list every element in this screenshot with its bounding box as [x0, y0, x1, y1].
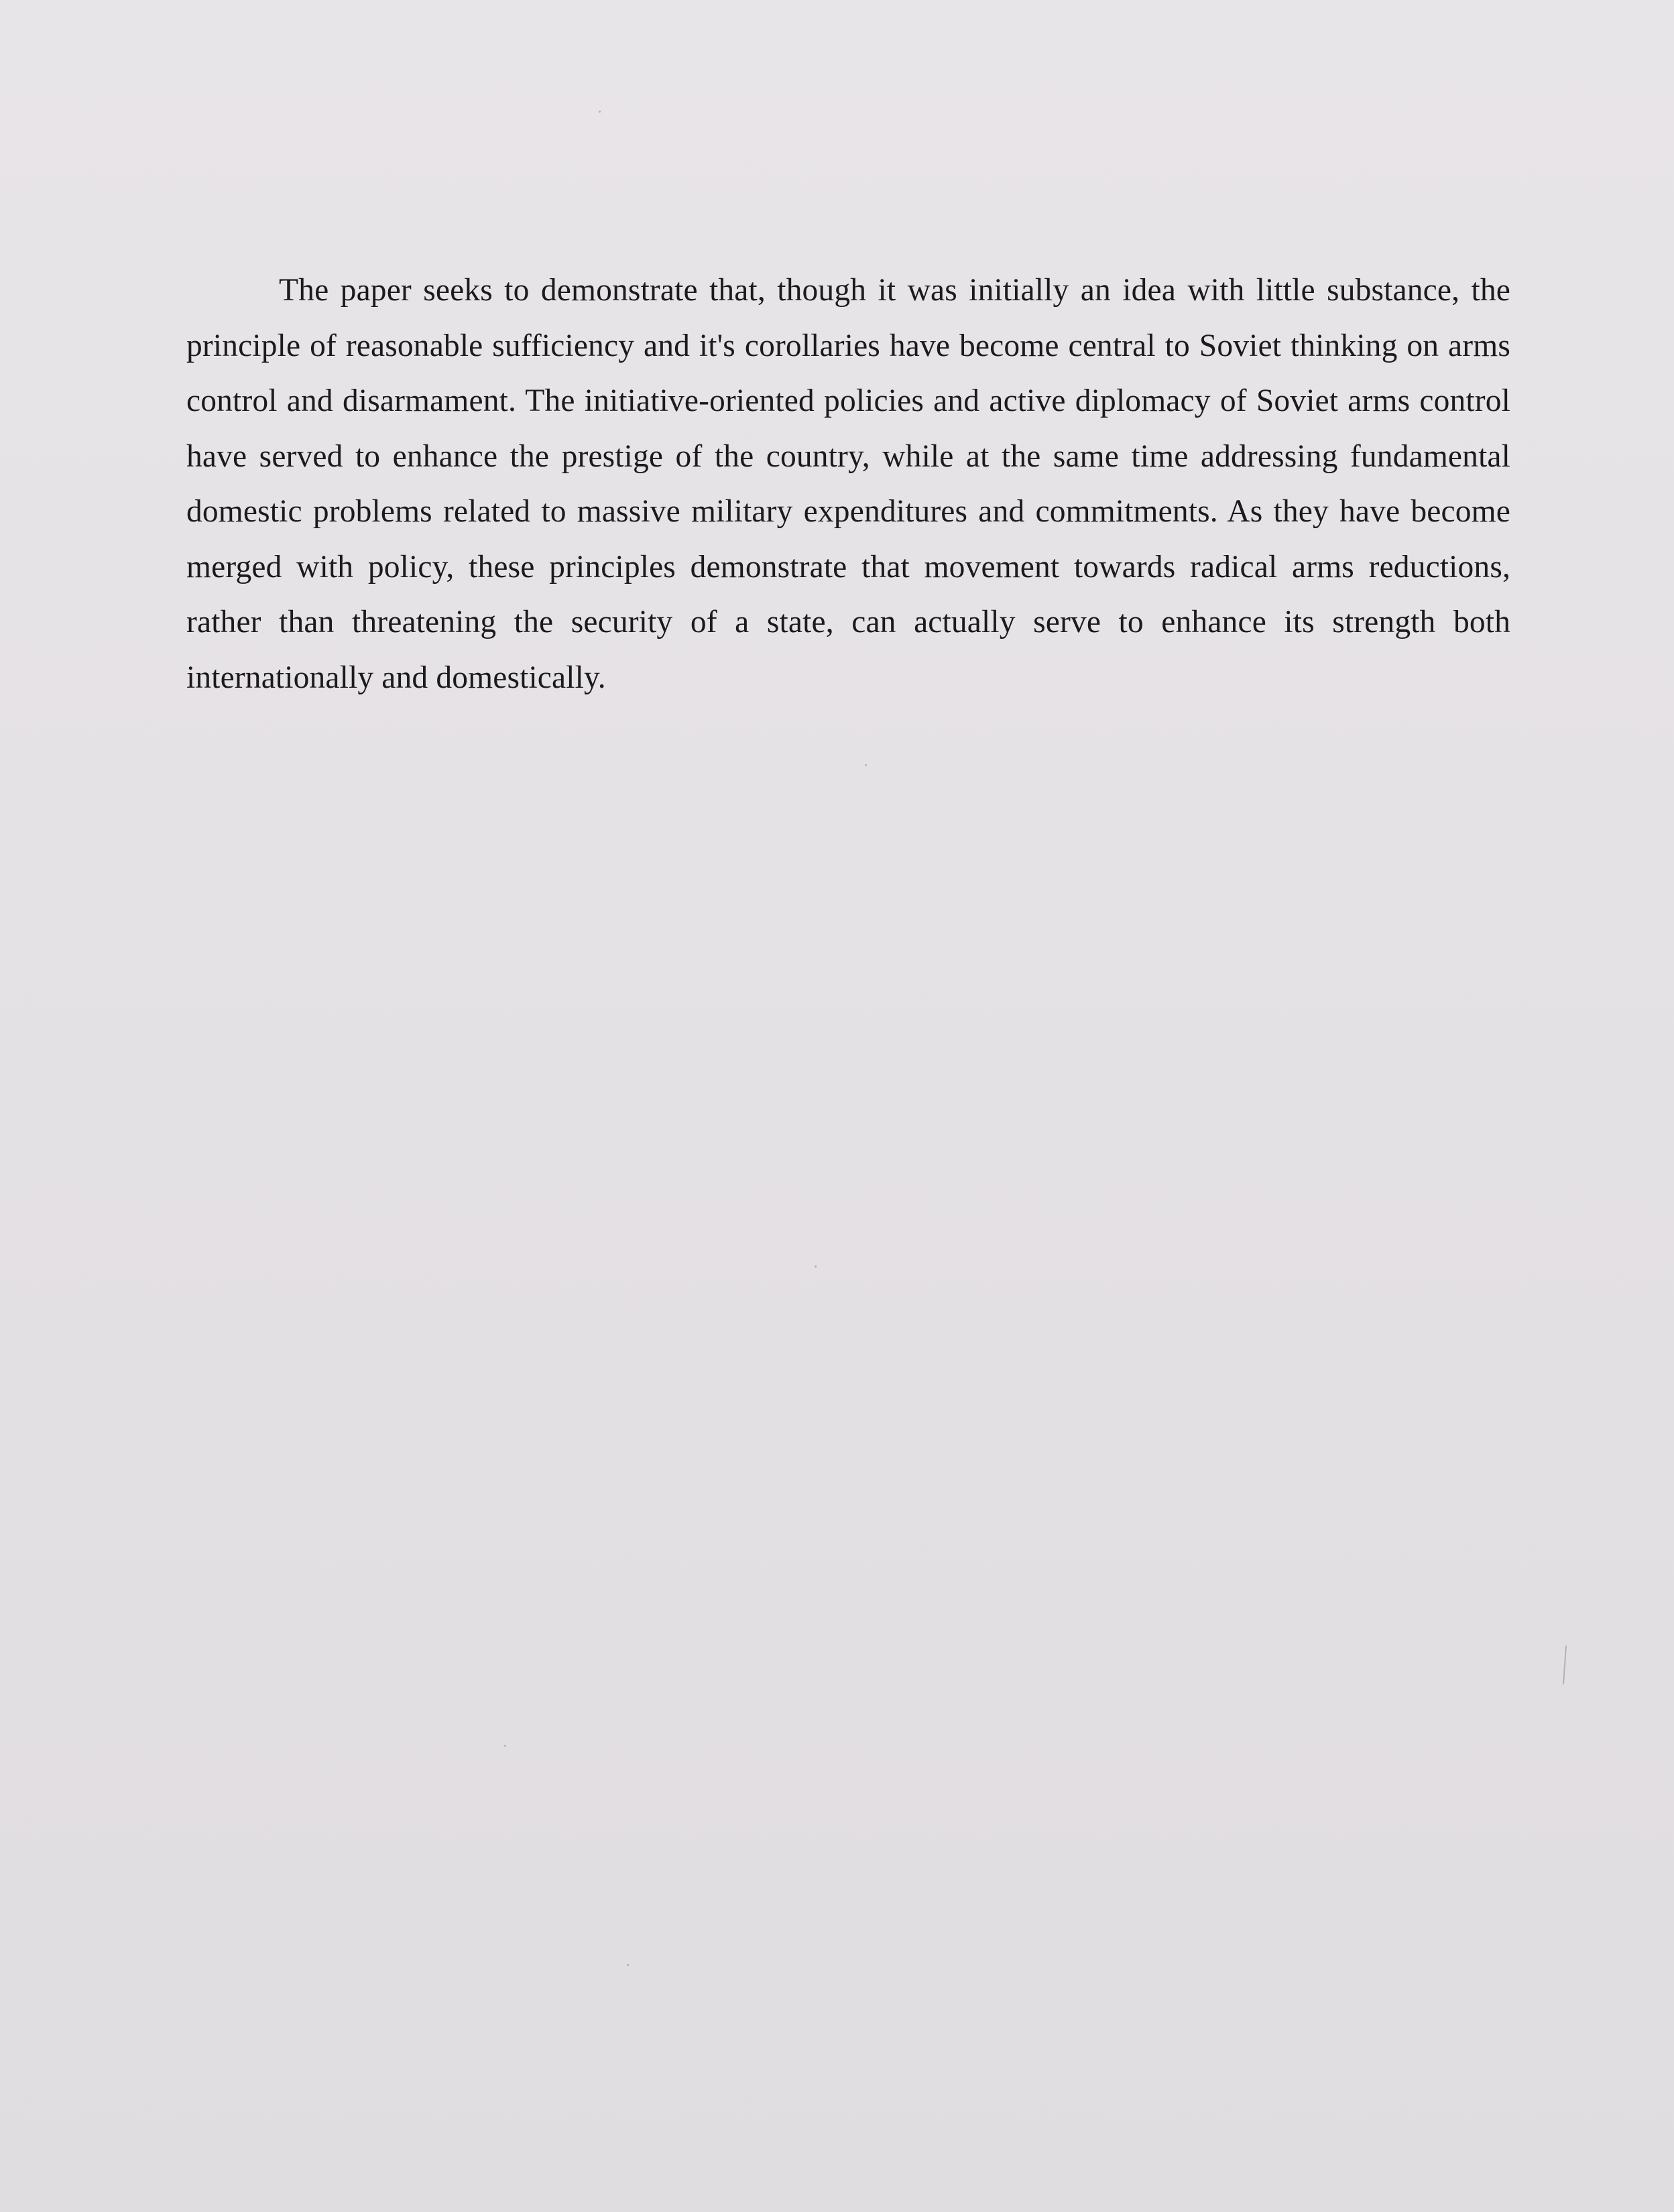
paper-scratch-mark	[1563, 1646, 1567, 1684]
paper-speck	[865, 764, 867, 766]
paper-speck	[599, 111, 601, 113]
paper-speck	[627, 1964, 629, 1966]
paper-speck	[504, 1745, 506, 1747]
paper-speck	[815, 1266, 817, 1268]
summary-paragraph: The paper seeks to demonstrate that, though it was initially an idea with little substance, the principle of reasonable sufficiency and it's corollaries have become central to Soviet thinking on arms control and disarmament. The initiative-oriented policies and active diplomacy of Soviet arms control have served to enhance the prestige of the country, while at the same time addressing fundamental domestic problems related to massive military expenditures and commitments. As they have become merged with policy, these principles demonstrate that movement towards radical arms reductions, rather than threatening the security of a state, can actually serve to enhance its strength both internationally and domestically.	[186, 273, 1510, 695]
